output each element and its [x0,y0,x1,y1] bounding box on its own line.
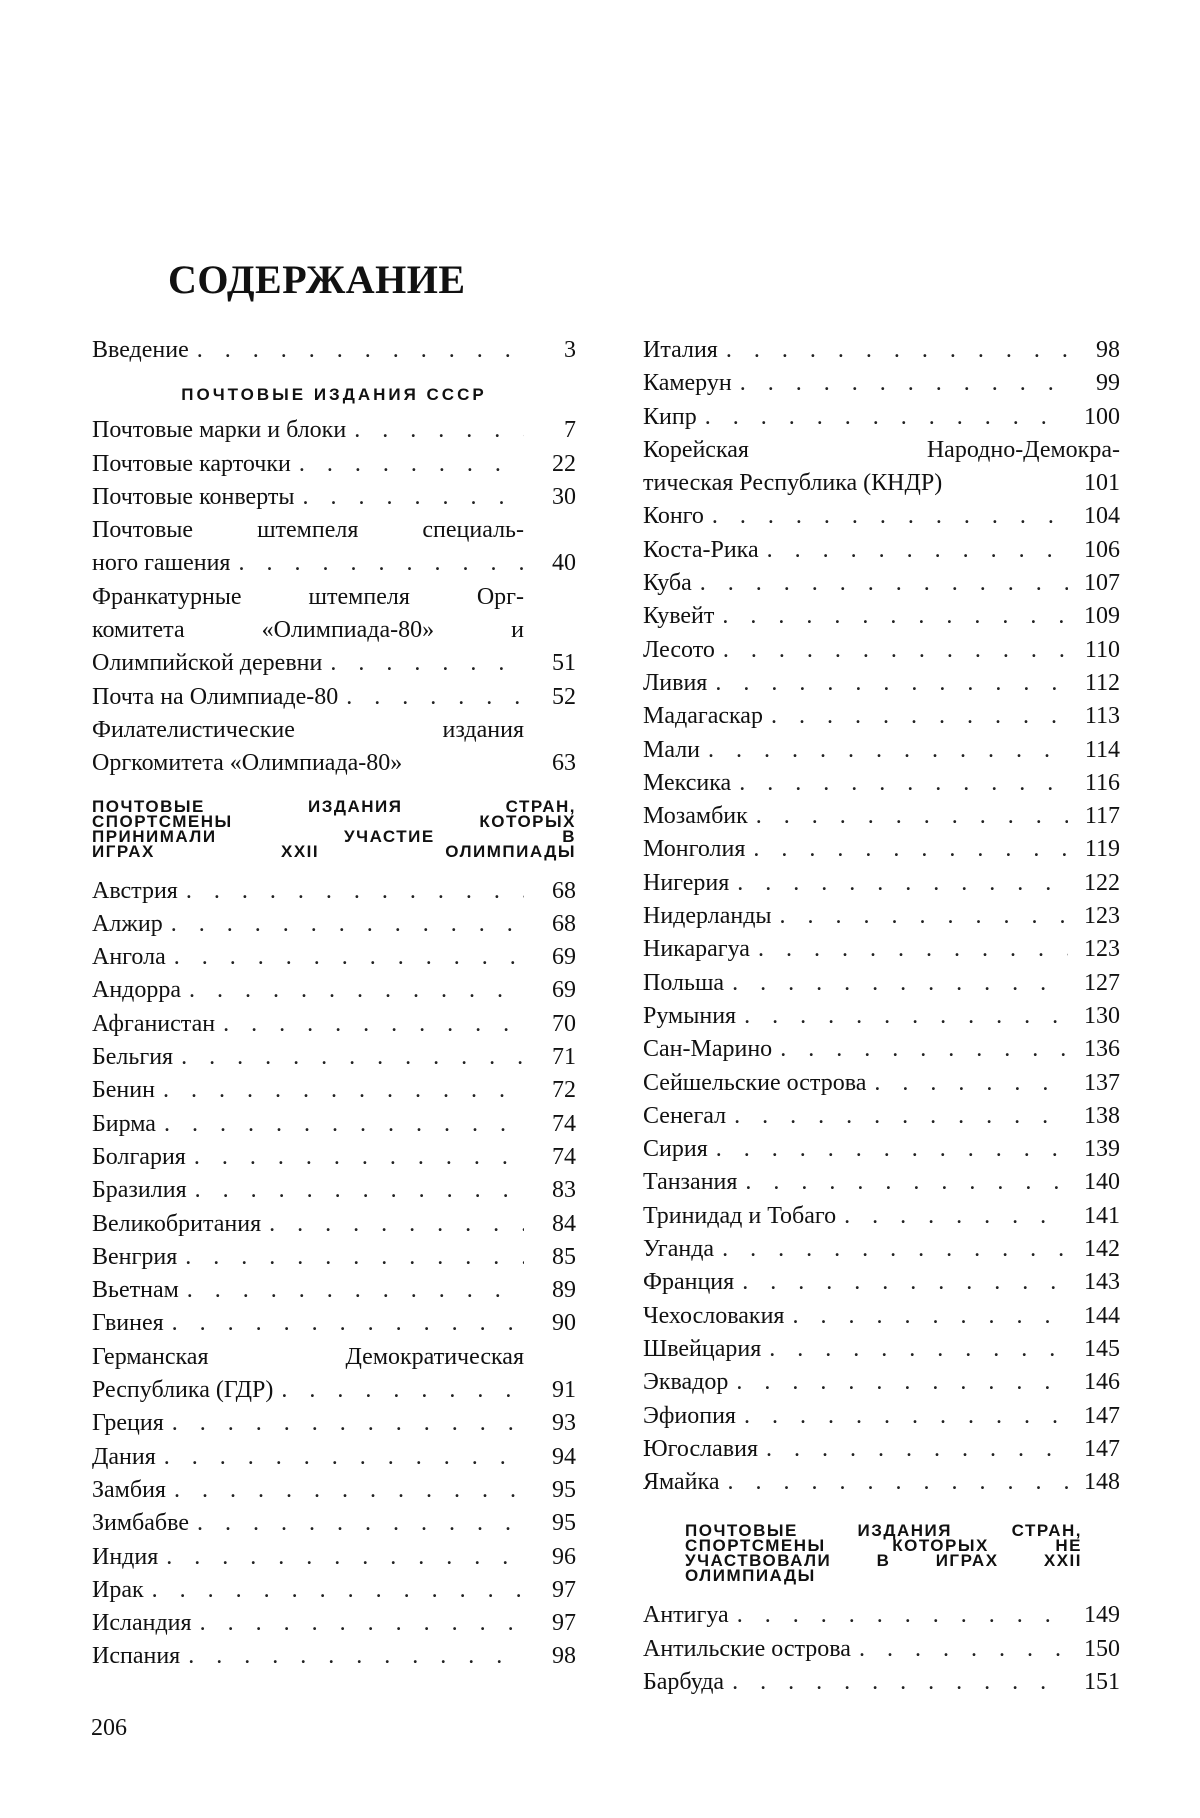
entry-page: 22 [552,450,576,477]
entry-label: Нигерия [643,869,730,896]
entry-label: Тринидад и Тобаго [643,1202,837,1229]
entry-page: 113 [1084,703,1120,730]
entry-label: Мадагаскар [643,703,763,730]
entry-page: 143 [1084,1269,1120,1296]
toc-entry [643,367,1120,400]
entry-page: 147 [1084,1402,1120,1429]
leader-dots [180,1640,524,1673]
entry-page: 147 [1084,1435,1120,1462]
entry-label: Барбуда [643,1668,725,1695]
entry-page: 100 [1084,403,1120,430]
entry-page: 83 [552,1177,576,1204]
entry-page: 97 [552,1576,576,1603]
leader-dots [714,600,1068,633]
toc-entry [92,547,576,580]
entry-line: Филателистические издания [92,716,524,743]
entry-label: Бельгия [92,1044,174,1071]
entry-label: Франция [643,1269,735,1296]
toc-entry [643,1333,1120,1366]
leader-dots [692,567,1068,600]
leader-dots [724,967,1068,1000]
toc-entry [92,1108,576,1141]
leader-dots [291,448,524,481]
entry-page: 89 [552,1277,576,1304]
entry-label: Республика (ГДР) [92,1377,274,1404]
toc-entry [643,1000,1120,1033]
leader-dots [155,1074,524,1107]
leader-dots [179,1274,524,1307]
leader-dots [178,875,524,908]
entry-page: 149 [1084,1602,1120,1629]
toc-entry [92,1541,576,1574]
toc-entry [643,1233,1120,1266]
toc-entry [643,933,1120,966]
toc-entry [643,567,1120,600]
entry-label: Греция [92,1410,164,1437]
toc-entry [92,908,576,941]
leader-dots [728,1366,1068,1399]
entry-page: 122 [1084,869,1120,896]
entry-line: Корейская Народно-Демокра- [643,436,1120,463]
entry-page: 136 [1084,1036,1120,1063]
leader-dots [192,1607,524,1640]
toc-entry [92,1041,576,1074]
entry-page: 140 [1084,1169,1120,1196]
leader-dots [166,1474,524,1507]
leader-dots [144,1574,524,1607]
entry-page: 94 [552,1443,576,1470]
toc-entry [643,967,1120,1000]
entry-page: 119 [1084,836,1120,863]
entry-label: Лесото [643,636,715,663]
entry-line: комитета «Олимпиада-80» и [92,617,524,644]
toc-entry [643,600,1120,633]
toc-entry [643,634,1120,667]
entry-line: Германская Демократическая [92,1343,524,1370]
entry-label: Кипр [643,403,697,430]
leader-dots [719,1466,1068,1499]
entry-label: Мозамбик [643,803,748,830]
toc-entry [92,747,576,780]
leader-dots [164,1307,524,1340]
entry-label: Почта на Олимпиаде-80 [92,683,339,710]
leader-dots [708,1133,1068,1166]
toc-entry [92,1607,576,1640]
toc-entry [643,1033,1120,1066]
section-heading-line: СПОРТСМЕНЫ КОТОРЫХ НЕ [685,1536,1082,1556]
leader-dots [729,1599,1068,1632]
entry-page: 69 [552,944,576,971]
entry-page: 109 [1084,603,1120,630]
entry-label: Болгария [92,1143,186,1170]
section-heading [92,796,576,861]
entry-label: Алжир [92,910,163,937]
entry-label: Италия [643,337,718,363]
entry-label: Нидерланды [643,903,772,930]
entry-page: 114 [1084,736,1120,763]
entry-label: Почтовые конверты [92,483,295,510]
entry-page: 137 [1084,1069,1120,1096]
entry-label: Эфиопия [643,1402,736,1429]
entry-label: Эквадор [643,1369,729,1396]
toc-entry [643,1266,1120,1299]
entry-label: Андорра [92,977,182,1004]
entry-page: 3 [564,337,576,363]
entry-label: Великобритания [92,1210,262,1237]
leader-dots [761,1333,1068,1366]
toc-entry [643,700,1120,733]
leader-dots [163,908,524,941]
leader-dots [707,667,1068,700]
entry-label: Индия [92,1543,159,1570]
leader-dots [338,681,524,714]
leader-dots [731,767,1068,800]
entry-page: 96 [552,1543,576,1570]
toc-entry [643,1133,1120,1166]
entry-line: Франкатурные штемпеля Орг- [92,583,524,610]
entry-label: Куба [643,570,692,597]
toc-entry [92,1141,576,1174]
toc-entry [643,1300,1120,1333]
entry-label: Ямайка [643,1469,720,1496]
toc-entry [643,334,1120,367]
toc-entry [643,1633,1120,1666]
toc-entry [643,467,1120,500]
toc-entry [92,1074,576,1107]
entry-label: Сейшельские острова [643,1069,867,1096]
entry-page: 52 [552,683,576,710]
toc-entry [643,500,1120,533]
toc-entry [643,1100,1120,1133]
entry-label: Ирак [92,1576,144,1603]
entry-page: 97 [552,1610,576,1637]
entry-label: Ангола [92,944,166,971]
entry-page: 123 [1084,936,1120,963]
toc-entry [643,1166,1120,1199]
toc-right-column [643,334,1120,1699]
entry-label: Швейцария [643,1335,762,1362]
toc-entry [92,875,576,908]
toc-entry [643,1599,1120,1632]
toc-entry [643,767,1120,800]
entry-page: 95 [552,1510,576,1537]
entry-line: Почтовые штемпеля специаль- [92,517,524,544]
entry-page: 74 [552,1143,576,1170]
entry-page: 144 [1084,1302,1120,1329]
entry-page: 30 [552,483,576,510]
entry-page: 127 [1084,969,1120,996]
entry-label: Ливия [643,669,708,696]
entry-label: Антигуа [643,1602,729,1629]
section-heading-line: ОЛИМПИАДЫ [685,1566,816,1586]
toc-entry [643,1666,1120,1699]
entry-label: тическая Республика (КНДР) [643,470,943,497]
toc-entry [92,414,576,447]
toc-entry [92,1374,576,1407]
entry-page: 138 [1084,1102,1120,1129]
entry-label: Почтовые карточки [92,450,291,477]
entry-page: 71 [552,1044,576,1071]
page-number: 206 [91,1715,127,1741]
leader-dots [772,1033,1068,1066]
entry-page: 139 [1084,1136,1120,1163]
entry-label: Дания [92,1443,156,1470]
entry-page: 107 [1084,570,1120,597]
leader-dots [745,833,1068,866]
entry-label: Замбия [92,1476,166,1503]
toc-entry [92,1008,576,1041]
entry-page: 146 [1084,1369,1120,1396]
leader-dots [715,634,1068,667]
leader-dots [836,1200,1068,1233]
leader-dots [736,1400,1068,1433]
toc-entry [643,867,1120,900]
toc-entry [643,1366,1120,1399]
leader-dots [261,1208,524,1241]
leader-dots [772,900,1068,933]
leader-dots [322,647,524,680]
toc-entry [92,1407,576,1440]
toc-entry [643,1433,1120,1466]
entry-label: Сирия [643,1136,708,1163]
entry-page: 141 [1084,1202,1120,1229]
leader-dots [173,1041,524,1074]
toc-entry [92,647,576,680]
leader-dots [697,401,1068,434]
leader-dots [164,1407,524,1440]
toc-entry [92,681,576,714]
leader-dots [156,1441,524,1474]
toc-entry [92,481,576,514]
leader-dots [866,1067,1068,1100]
toc-entry [92,1307,576,1340]
toc-entry [643,401,1120,434]
leader-dots [784,1300,1068,1333]
entry-label: Бенин [92,1077,155,1104]
entry-page: 85 [552,1243,576,1270]
toc-entry [92,1474,576,1507]
leader-dots [763,700,1068,733]
toc-entry [643,1067,1120,1100]
entry-page: 72 [552,1077,576,1104]
leader-dots [700,734,1068,767]
leader-dots [181,974,524,1007]
leader-dots [187,1174,524,1207]
entry-label: Румыния [643,1002,737,1029]
toc-entry [92,1274,576,1307]
entry-label: Вьетнам [92,1277,179,1304]
entry-label: Венгрия [92,1243,178,1270]
entry-label: Мали [643,736,701,763]
entry-page: 110 [1084,636,1120,663]
leader-dots [851,1633,1068,1666]
entry-page: 69 [552,977,576,1004]
toc-entry [92,334,576,367]
entry-page: 142 [1084,1236,1120,1263]
entry-label: Конго [643,503,704,530]
entry-label: Олимпийской деревни [92,650,323,677]
section-heading-line: ПОЧТОВЫЕ ИЗДАНИЯ СТРАН, [685,1521,1082,1541]
entry-page: 68 [552,877,576,904]
entry-label: Чехословакия [643,1302,785,1329]
entry-page: 40 [552,550,576,577]
toc-entry [643,734,1120,767]
page-title: СОДЕРЖАНИЕ [168,257,466,302]
leader-dots [273,1374,524,1407]
leader-dots [734,1266,1068,1299]
entry-label: Никарагуа [643,936,750,963]
toc-entry [92,1640,576,1673]
leader-dots [346,414,524,447]
entry-page: 130 [1084,1002,1120,1029]
leader-dots [729,867,1068,900]
section-heading [685,1521,1082,1586]
entry-page: 151 [1084,1668,1120,1695]
entry-label: Сан-Марино [643,1036,773,1063]
leader-dots [166,941,524,974]
entry-page: 98 [1096,337,1120,363]
section-heading: ПОЧТОВЫЕ ИЗДАНИЯ СССР [181,385,487,405]
toc-entry [643,900,1120,933]
toc-left-column [92,334,576,1674]
toc-entry [92,1208,576,1241]
entry-page: 123 [1084,903,1120,930]
leader-dots [186,1141,524,1174]
toc-entry [643,1200,1120,1233]
leader-dots [724,1666,1068,1699]
leader-dots [758,1433,1068,1466]
leader-dots [714,1233,1068,1266]
entry-page: 99 [1096,370,1120,397]
entry-label: Почтовые марки и блоки [92,417,347,444]
entry-label: Оргкомитета «Олимпиада-80» [92,750,403,777]
leader-dots [295,481,525,514]
leader-dots [158,1541,524,1574]
entry-page: 150 [1084,1635,1120,1662]
toc-entry [643,833,1120,866]
entry-label: Афганистан [92,1010,216,1037]
entry-label: Кувейт [643,603,715,630]
entry-page: 117 [1084,803,1120,830]
toc-entry [92,1174,576,1207]
entry-label: Уганда [643,1236,715,1263]
entry-page: 116 [1084,769,1120,796]
leader-dots [737,1166,1068,1199]
entry-page: 90 [552,1310,576,1337]
entry-label: Танзания [643,1169,738,1196]
toc-entry [643,534,1120,567]
entry-label: Камерун [643,370,732,397]
entry-page: 51 [552,650,576,677]
toc-entry [92,941,576,974]
leader-dots [759,534,1068,567]
entry-page: 70 [552,1010,576,1037]
section-heading-line: УЧАСТВОВАЛИ В ИГРАХ XXII [685,1551,1082,1571]
entry-page: 91 [552,1377,576,1404]
entry-page: 106 [1084,536,1120,563]
leader-dots [189,334,524,367]
leader-dots [230,547,524,580]
leader-dots [736,1000,1068,1033]
leader-dots [718,334,1068,367]
leader-dots [726,1100,1068,1133]
entry-label: Австрия [92,877,178,904]
entry-label: Гвинея [92,1310,164,1337]
entry-label: Исландия [92,1610,192,1637]
entry-page: 68 [552,910,576,937]
entry-page: 148 [1084,1469,1120,1496]
entry-page: 84 [552,1210,576,1237]
entry-label: Бирма [92,1110,156,1137]
toc-entry [92,1441,576,1474]
toc-entry [92,1574,576,1607]
entry-page: 7 [564,417,576,444]
entry-page: 74 [552,1110,576,1137]
entry-label: Коста-Рика [643,536,759,563]
entry-label: Польша [643,969,725,996]
toc-entry [643,1400,1120,1433]
toc-entry [643,800,1120,833]
leader-dots [177,1241,524,1274]
entry-label: ного гашения [92,550,231,577]
leader-dots [732,367,1068,400]
section-heading-line: ИГРАХ XXII ОЛИМПИАДЫ [92,841,576,861]
entry-label: Монголия [643,836,746,863]
toc-entry [92,448,576,481]
leader-dots [156,1108,524,1141]
entry-page: 98 [552,1643,576,1670]
leader-dots [189,1507,524,1540]
toc-entry [92,974,576,1007]
entry-label: Бразилия [92,1177,187,1204]
entry-label: Зимбабве [92,1510,189,1537]
entry-label: Введение [92,337,189,363]
toc-entry [643,1466,1120,1499]
entry-page: 112 [1084,669,1120,696]
entry-page: 63 [552,750,576,777]
leader-dots [215,1008,524,1041]
toc-entry [92,1241,576,1274]
entry-label: Испания [92,1643,181,1670]
section-heading-line: ПОЧТОВЫЕ ИЗДАНИЯ СТРАН, [92,796,576,816]
entry-label: Антильские острова [643,1635,851,1662]
entry-label: Сенегал [643,1102,727,1129]
toc-entry [92,1507,576,1540]
entry-page: 93 [552,1410,576,1437]
entry-label: Югославия [643,1435,759,1462]
leader-dots [750,933,1068,966]
leader-dots [748,800,1068,833]
section-heading-line: ПРИНИМАЛИ УЧАСТИЕ В [92,826,576,846]
leader-dots [704,500,1068,533]
entry-page: 101 [1084,470,1120,497]
entry-page: 145 [1084,1335,1120,1362]
entry-page: 104 [1084,503,1120,530]
section-heading-line: СПОРТСМЕНЫ КОТОРЫХ [92,811,576,831]
toc-entry [643,667,1120,700]
entry-label: Мексика [643,769,732,796]
entry-page: 95 [552,1476,576,1503]
